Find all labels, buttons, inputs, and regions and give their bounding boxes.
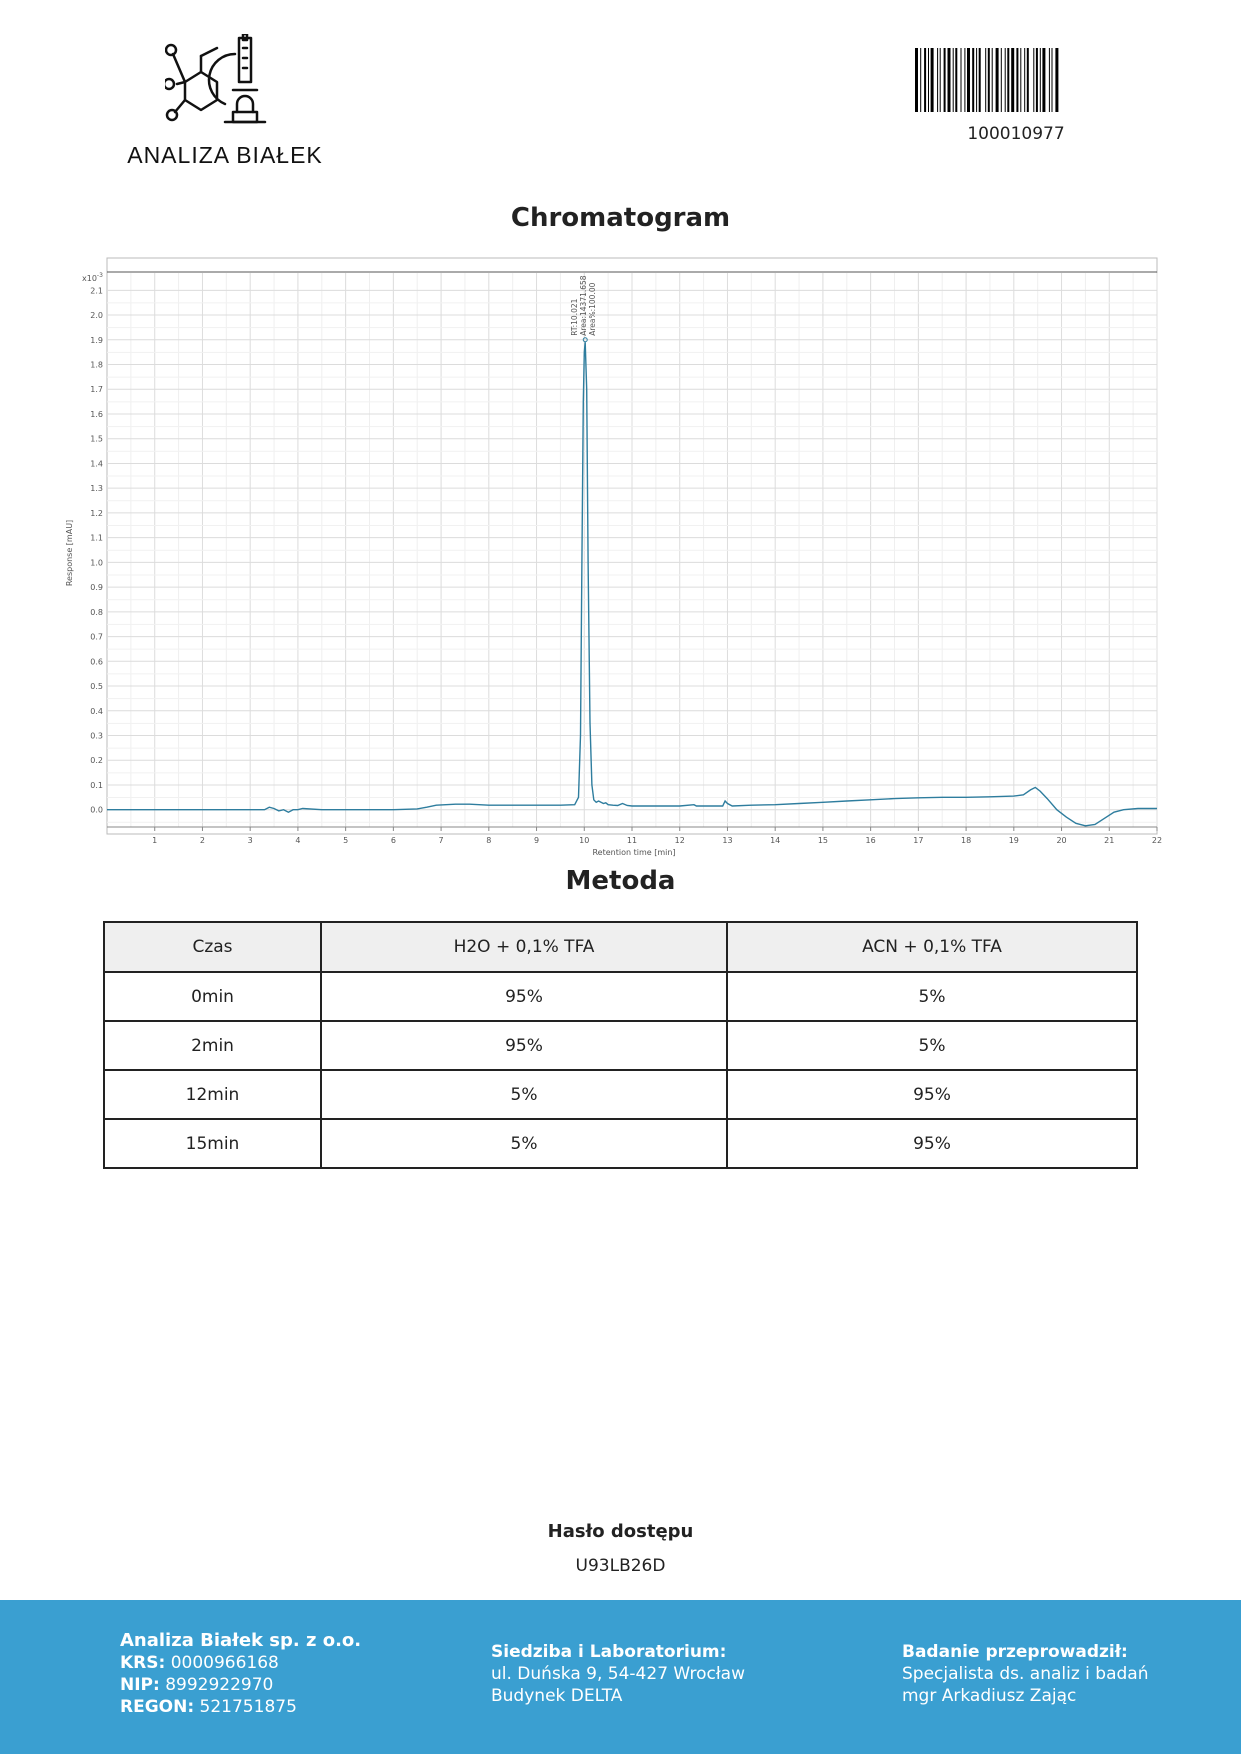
x-tick-label: 16 — [865, 836, 876, 845]
barcode-bar — [1049, 48, 1050, 112]
examiner-title: Badanie przeprowadził: — [902, 1642, 1128, 1662]
table-row — [104, 1070, 1137, 1119]
headquarters-title: Siedziba i Laboratorium: — [491, 1642, 727, 1662]
regon-line: REGON: 521751875 — [120, 1697, 297, 1717]
barcode-number: 100010977 — [967, 124, 1065, 144]
barcode-bar — [1027, 48, 1029, 112]
y-tick-label: 2.0 — [90, 311, 103, 321]
x-tick-label: 4 — [295, 836, 301, 845]
barcode-bar — [976, 48, 977, 112]
barcode-bar — [940, 48, 941, 112]
barcode-bar — [992, 48, 993, 112]
table-cell: 95% — [321, 972, 727, 1021]
barcode-bar — [953, 48, 954, 112]
x-tick-label: 21 — [1104, 836, 1115, 845]
chromatogram-chart — [60, 255, 1170, 860]
y-tick-label: 2.1 — [90, 286, 103, 296]
table-cell: 95% — [727, 1070, 1137, 1119]
y-tick-label: 1.5 — [90, 434, 103, 444]
y-tick-label: 1.2 — [90, 508, 103, 518]
barcode-bar — [979, 48, 981, 112]
x-tick-label: 6 — [390, 836, 396, 845]
barcode-bar — [996, 48, 999, 112]
examiner-name: mgr Arkadiusz Zając — [902, 1686, 1077, 1706]
y-tick-label: 0.2 — [90, 756, 103, 766]
y-tick-label: 0.0 — [90, 805, 103, 815]
column-header: H2O + 0,1% TFA — [321, 922, 727, 972]
x-tick-label: 17 — [913, 836, 924, 845]
y-tick-label: 1.7 — [90, 385, 103, 395]
barcode-bar — [1036, 48, 1038, 112]
table-row — [104, 972, 1137, 1021]
table-cell: 2min — [104, 1021, 321, 1070]
barcode-bar — [1042, 48, 1045, 112]
table-cell: 5% — [727, 972, 1137, 1021]
y-tick-label: 0.5 — [90, 682, 103, 692]
table-cell: 5% — [321, 1070, 727, 1119]
table-cell: 5% — [727, 1021, 1137, 1070]
company-name: Analiza Białek sp. z o.o. — [120, 1630, 362, 1651]
y-tick-label: 0.9 — [90, 583, 103, 593]
y-tick-label: 0.1 — [90, 780, 103, 790]
barcode-bar — [955, 48, 957, 112]
x-tick-label: 5 — [343, 836, 349, 845]
x-tick-label: 19 — [1008, 836, 1019, 845]
table-header-row — [104, 922, 1137, 972]
y-tick-label: 0.6 — [90, 657, 103, 667]
table-cell: 15min — [104, 1119, 321, 1168]
method-table — [103, 921, 1138, 1169]
x-tick-label: 14 — [770, 836, 781, 845]
x-tick-label: 18 — [960, 836, 972, 845]
barcode-bar — [928, 48, 929, 112]
y-tick-label: 1.9 — [90, 335, 103, 345]
barcode-bar — [1055, 48, 1058, 112]
y-multiplier-label: $x10^{-3}$ — [82, 272, 103, 283]
barcode-bar — [1020, 48, 1021, 112]
column-header: ACN + 0,1% TFA — [727, 922, 1137, 972]
column-header: Czas — [104, 922, 321, 972]
chromatogram-title: Chromatogram — [510, 203, 731, 233]
x-tick-label: 7 — [438, 836, 444, 845]
barcode-bar — [1033, 48, 1034, 112]
barcode-bar — [1052, 48, 1053, 112]
company-info — [120, 1630, 361, 1718]
table-cell: 5% — [321, 1119, 727, 1168]
barcode-bar — [985, 48, 986, 112]
y-tick-label: 1.3 — [90, 484, 103, 494]
table-cell: 95% — [321, 1021, 727, 1070]
y-tick-label: 0.8 — [90, 607, 103, 617]
x-tick-label: 22 — [1151, 836, 1163, 845]
building-line: Budynek DELTA — [491, 1686, 623, 1706]
y-tick-label: 1.1 — [90, 533, 103, 543]
company-logo — [120, 34, 330, 170]
barcode-bar — [1007, 48, 1009, 112]
x-tick-label: 9 — [533, 836, 540, 845]
table-row — [104, 1119, 1137, 1168]
x-tick-label: 11 — [626, 836, 638, 845]
x-tick-label: 12 — [674, 836, 685, 845]
logo-text: ANALIZA BIAŁEK — [127, 142, 323, 168]
barcode-bar — [931, 48, 934, 112]
peak-label: Area%:100.00 — [588, 282, 598, 336]
access-password-value: U93LB26D — [575, 1556, 666, 1576]
table-cell: 95% — [727, 1119, 1137, 1168]
y-axis-ticks — [90, 286, 103, 814]
lab-molecule-microscope-icon — [165, 34, 285, 134]
x-tick-label: 13 — [722, 836, 733, 845]
footer — [0, 1600, 1241, 1754]
barcode-bar — [915, 48, 918, 112]
barcode-bar — [920, 48, 921, 112]
y-axis-label: Response [mAU] — [65, 519, 74, 587]
examiner-role: Specjalista ds. analiz i badań — [902, 1664, 1149, 1684]
y-tick-label: 1.8 — [90, 360, 103, 370]
barcode-bar — [1040, 48, 1041, 112]
headquarters-info — [491, 1641, 745, 1707]
barcode-bar — [1024, 48, 1025, 112]
barcode-bar — [967, 48, 970, 112]
x-tick-label: 15 — [817, 836, 829, 845]
access-password-label: Hasło dostępu — [547, 1521, 694, 1542]
address-line: ul. Duńska 9, 54-427 Wrocław — [491, 1664, 745, 1684]
barcode-bar — [944, 48, 946, 112]
x-tick-label: 2 — [199, 836, 206, 845]
y-tick-label: 1.0 — [90, 558, 103, 568]
barcode-bar — [1005, 48, 1006, 112]
barcode-bar — [972, 48, 974, 112]
y-tick-label: 1.4 — [90, 459, 103, 469]
barcode-bar — [961, 48, 962, 112]
table-row — [104, 1021, 1137, 1070]
x-tick-label: 8 — [486, 836, 492, 845]
x-tick-label: 20 — [1056, 836, 1067, 845]
y-tick-label: 0.3 — [90, 731, 103, 741]
x-tick-label: 10 — [579, 836, 590, 845]
y-tick-label: 1.6 — [90, 409, 103, 419]
table-cell: 0min — [104, 972, 321, 1021]
barcode-bar — [948, 48, 951, 112]
barcode-bar — [937, 48, 938, 112]
peak-label: Area:14371.658 — [579, 275, 589, 336]
table-cell: 12min — [104, 1070, 321, 1119]
examiner-info — [902, 1641, 1148, 1707]
y-tick-label: 0.4 — [90, 706, 103, 716]
barcode-bar — [1016, 48, 1018, 112]
nip-line: NIP: 8992922970 — [120, 1675, 274, 1695]
barcode — [915, 48, 1117, 112]
barcode-bar — [964, 48, 965, 112]
barcode-bar — [1001, 48, 1002, 112]
y-tick-label: 0.7 — [90, 632, 103, 642]
barcode-bar — [1011, 48, 1014, 112]
peak-label: RT:10.021 — [570, 298, 580, 336]
krs-line: KRS: 0000966168 — [120, 1653, 279, 1673]
barcode-bar — [988, 48, 990, 112]
x-tick-label: 3 — [247, 836, 253, 845]
method-title: Metoda — [565, 866, 676, 896]
x-axis-label: Retention time [min] — [592, 848, 676, 857]
barcode-bar — [924, 48, 926, 112]
x-tick-label: 1 — [152, 836, 158, 845]
